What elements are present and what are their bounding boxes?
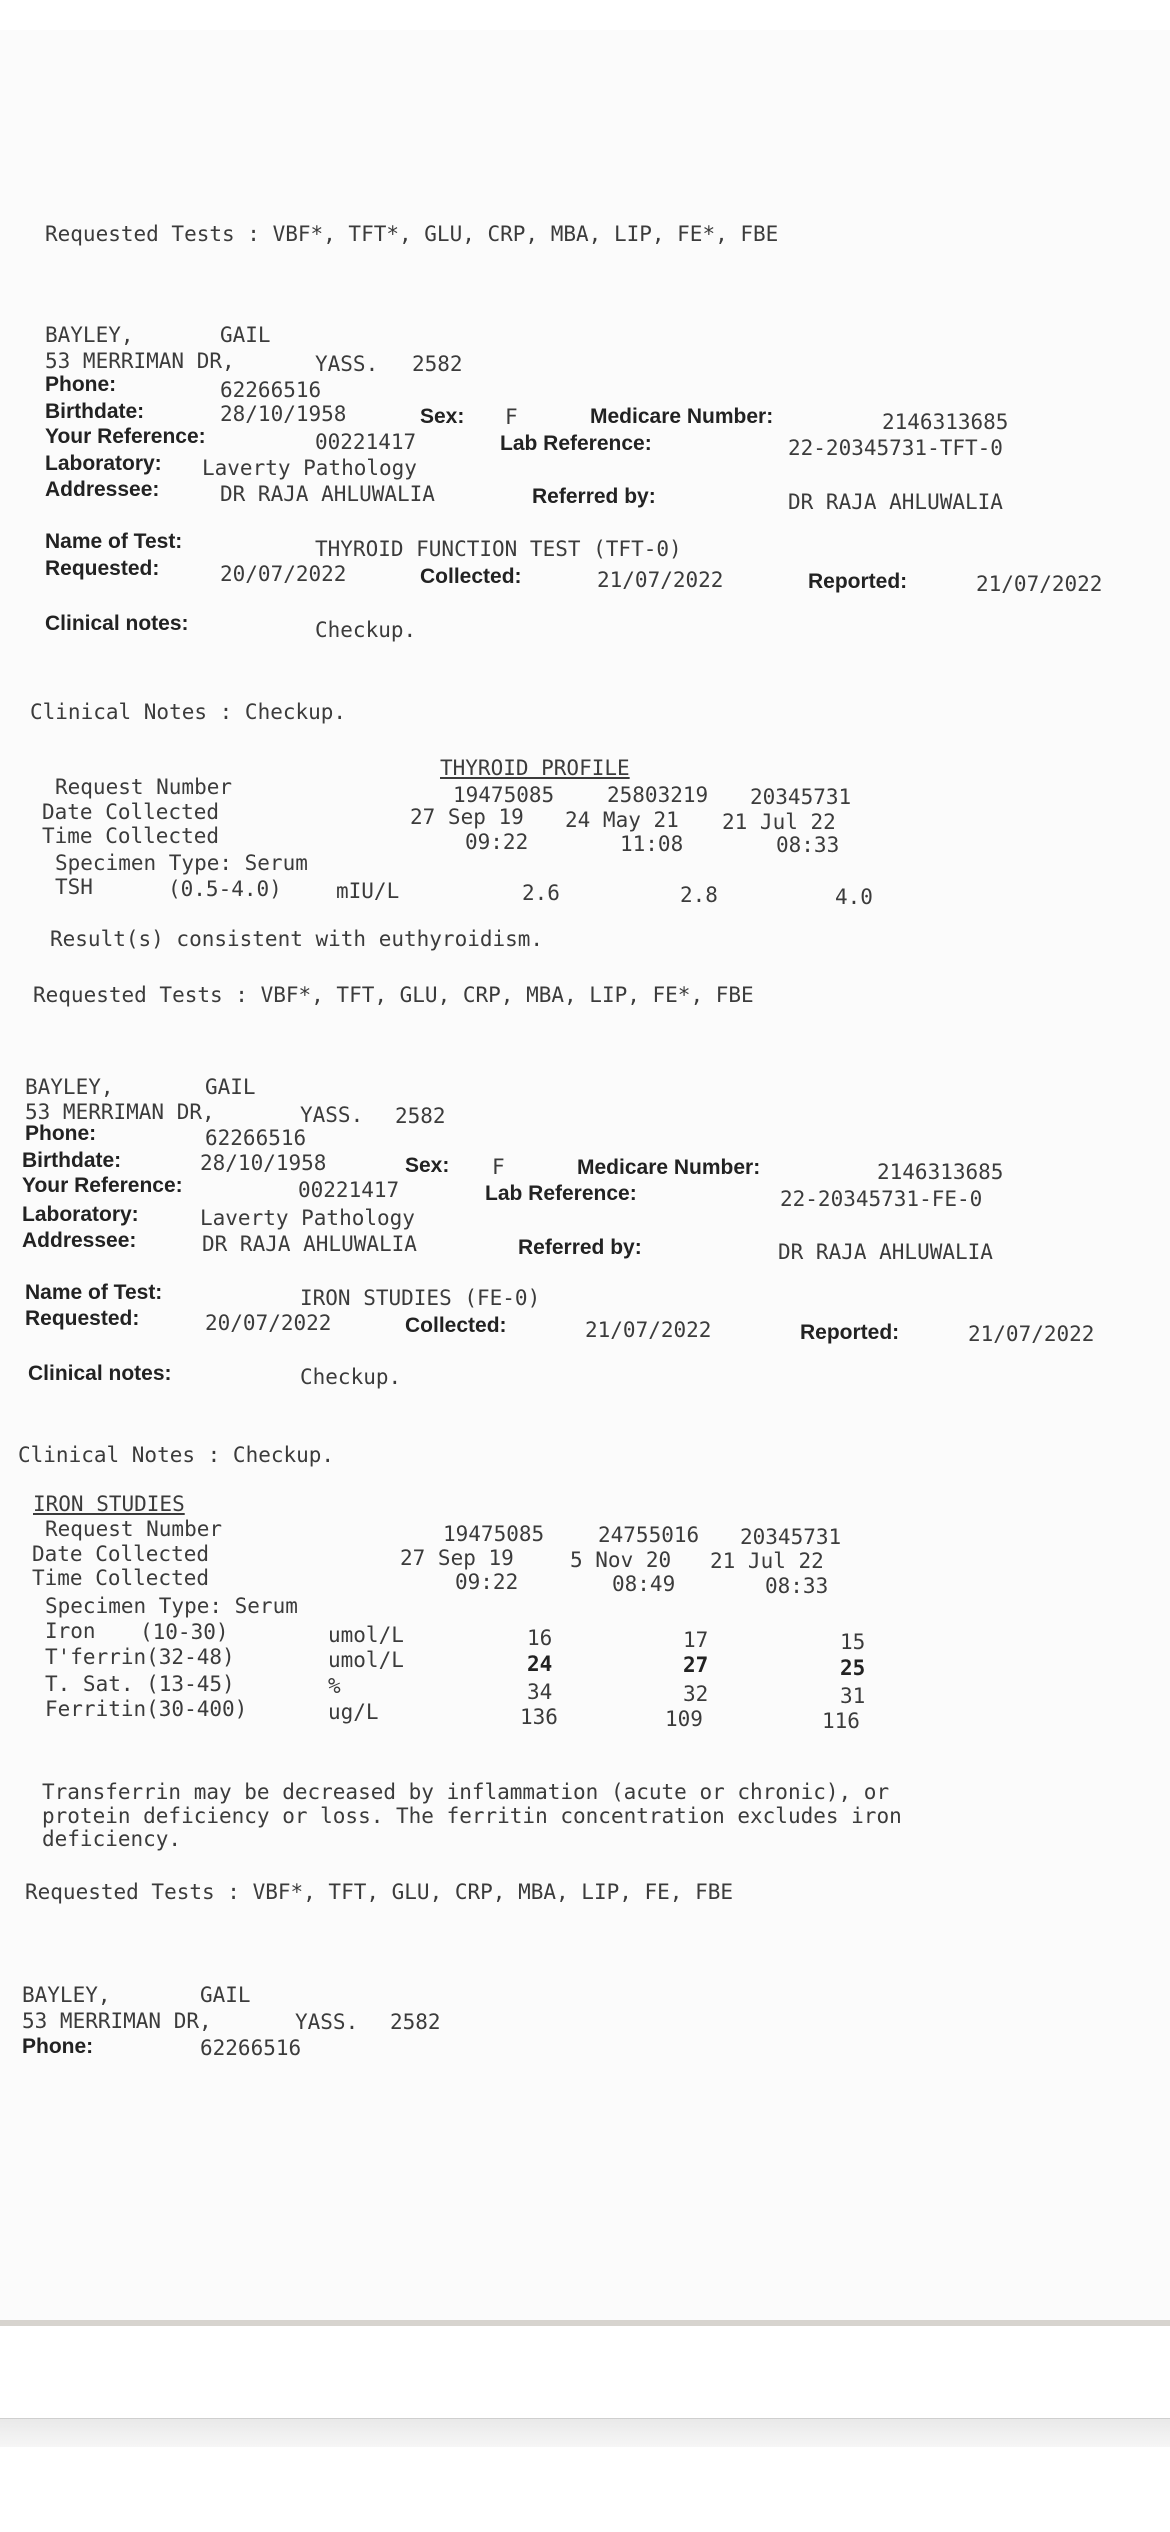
ferritin-value-2: 109: [665, 1707, 703, 1731]
patient-postcode: 2582: [395, 1104, 446, 1128]
test-name-value: IRON STUDIES (FE-0): [300, 1286, 541, 1310]
iron-name: Iron: [45, 1619, 96, 1643]
specimen-type: Specimen Type: Serum: [45, 1594, 298, 1618]
medicare-value: 2146313685: [882, 410, 1009, 434]
reported-value: 21/07/2022: [976, 572, 1103, 596]
iron-range: (10-30): [140, 1620, 229, 1644]
laboratory-value: Laverty Pathology: [202, 456, 417, 480]
referred-by-label: Referred by:: [532, 485, 656, 508]
ferritin-value-1: 136: [520, 1705, 558, 1729]
test-name-value: THYROID FUNCTION TEST (TFT-0): [315, 537, 682, 561]
laboratory-label: Laboratory:: [45, 452, 162, 475]
phone-value: 62266516: [205, 1126, 307, 1150]
sex-label: Sex:: [405, 1154, 450, 1177]
patient-suburb: YASS.: [300, 1103, 364, 1127]
profile-title: IRON STUDIES: [33, 1492, 185, 1516]
patient-address: 53 MERRIMAN DR,: [22, 2009, 212, 2033]
patient-suburb: YASS.: [315, 352, 379, 376]
birthdate-value: 28/10/1958: [200, 1151, 327, 1175]
date-collected-2: 5 Nov 20: [570, 1548, 672, 1572]
patient-postcode: 2582: [390, 2010, 441, 2034]
tsh-value-2: 2.8: [680, 883, 718, 907]
clinical-notes-value: Checkup.: [315, 618, 417, 642]
addressee-label: Addressee:: [22, 1229, 137, 1252]
time-collected-label: Time Collected: [42, 824, 220, 848]
phone-label: Phone:: [22, 2035, 94, 2058]
result-comment: Result(s) consistent with euthyroidism.: [50, 927, 544, 951]
tsat-value-1: 34: [527, 1680, 553, 1704]
iron-value-1: 16: [527, 1626, 553, 1650]
referred-by-value: DR RAJA AHLUWALIA: [778, 1240, 993, 1264]
lab-reference-value: 22-20345731-TFT-0: [788, 436, 1003, 460]
iron-unit: umol/L: [328, 1623, 404, 1647]
request-number-3: 20345731: [750, 785, 852, 809]
laboratory-label: Laboratory:: [22, 1203, 139, 1226]
phone-value: 62266516: [200, 2036, 302, 2060]
comment-line-1: Transferrin may be decreased by inflammation (acute or chronic), or: [42, 1780, 890, 1804]
test-name-label: Name of Test:: [25, 1281, 163, 1304]
bottom-scroll-bar: [0, 2418, 1170, 2447]
your-reference-value: 00221417: [298, 1178, 400, 1202]
comment-line-3: deficiency.: [42, 1827, 182, 1851]
laboratory-value: Laverty Pathology: [200, 1206, 415, 1230]
requested-tests-line: Requested Tests : VBF*, TFT, GLU, CRP, MBA, LIP, FE, FBE: [25, 1880, 734, 1904]
requested-value: 20/07/2022: [220, 562, 347, 586]
ferritin-name: Ferritin(30-400): [45, 1697, 248, 1721]
iron-value-2: 17: [683, 1628, 709, 1652]
phone-label: Phone:: [45, 373, 117, 396]
medicare-value: 2146313685: [877, 1160, 1004, 1184]
time-collected-3: 08:33: [776, 833, 840, 857]
tsh-range: (0.5-4.0): [168, 877, 282, 901]
transferrin-unit: umol/L: [328, 1648, 404, 1672]
tsat-unit: %: [328, 1674, 341, 1698]
request-number-label: Request Number: [55, 775, 233, 799]
date-collected-3: 21 Jul 22: [722, 810, 836, 834]
requested-label: Requested:: [45, 557, 160, 580]
addressee-value: DR RAJA AHLUWALIA: [202, 1232, 417, 1256]
requested-value: 20/07/2022: [205, 1311, 332, 1335]
tsh-unit: mIU/L: [336, 879, 400, 903]
comment-line-2: protein deficiency or loss. The ferritin concentration excludes iron: [42, 1804, 902, 1828]
patient-given-name: GAIL: [205, 1075, 256, 1099]
collected-value: 21/07/2022: [597, 568, 724, 592]
sex-label: Sex:: [420, 405, 465, 428]
addressee-label: Addressee:: [45, 478, 160, 501]
collected-value: 21/07/2022: [585, 1318, 712, 1342]
sex-value: F: [492, 1155, 505, 1179]
reported-value: 21/07/2022: [968, 1322, 1095, 1346]
date-collected-label: Date Collected: [32, 1542, 210, 1566]
patient-address: 53 MERRIMAN DR,: [45, 349, 235, 373]
transferrin-value-2: 27: [683, 1653, 709, 1677]
reported-label: Reported:: [800, 1321, 900, 1344]
time-collected-2: 08:49: [612, 1572, 676, 1596]
request-number-3: 20345731: [740, 1525, 842, 1549]
clinical-notes-line: Clinical Notes : Checkup.: [30, 700, 347, 724]
time-collected-3: 08:33: [765, 1574, 829, 1598]
ferritin-unit: ug/L: [328, 1700, 379, 1724]
date-collected-label: Date Collected: [42, 800, 220, 824]
your-reference-value: 00221417: [315, 430, 417, 454]
your-reference-label: Your Reference:: [45, 425, 206, 448]
tsh-value-1: 2.6: [522, 881, 560, 905]
patient-postcode: 2582: [412, 352, 463, 376]
transferrin-value-3: 25: [840, 1656, 866, 1680]
specimen-type: Specimen Type: Serum: [55, 851, 308, 875]
request-number-2: 25803219: [607, 783, 709, 807]
requested-tests-line: Requested Tests : VBF*, TFT, GLU, CRP, MBA, LIP, FE*, FBE: [33, 983, 754, 1007]
lab-reference-label: Lab Reference:: [485, 1182, 637, 1205]
referred-by-value: DR RAJA AHLUWALIA: [788, 490, 1003, 514]
medicare-label: Medicare Number:: [577, 1156, 761, 1179]
transferrin-name: T'ferrin(32-48): [45, 1645, 235, 1669]
your-reference-label: Your Reference:: [22, 1174, 183, 1197]
request-number-1: 19475085: [453, 783, 555, 807]
birthdate-value: 28/10/1958: [220, 402, 347, 426]
iron-value-3: 15: [840, 1630, 866, 1654]
reported-label: Reported:: [808, 570, 908, 593]
addressee-value: DR RAJA AHLUWALIA: [220, 482, 435, 506]
clinical-notes-label: Clinical notes:: [45, 612, 189, 635]
date-collected-1: 27 Sep 19: [410, 805, 524, 829]
request-number-2: 24755016: [598, 1523, 700, 1547]
referred-by-label: Referred by:: [518, 1236, 642, 1259]
lab-reference-value: 22-20345731-FE-0: [780, 1187, 983, 1211]
patient-surname: BAYLEY,: [22, 1983, 111, 2007]
collected-label: Collected:: [405, 1314, 507, 1337]
time-collected-label: Time Collected: [32, 1566, 210, 1590]
patient-given-name: GAIL: [200, 1983, 251, 2007]
requested-label: Requested:: [25, 1307, 140, 1330]
patient-address: 53 MERRIMAN DR,: [25, 1100, 215, 1124]
patient-suburb: YASS.: [295, 2010, 359, 2034]
ferritin-value-3: 116: [822, 1709, 860, 1733]
test-name-label: Name of Test:: [45, 530, 183, 553]
tsh-value-3: 4.0: [835, 885, 873, 909]
sex-value: F: [505, 405, 518, 429]
date-collected-2: 24 May 21: [565, 808, 679, 832]
lab-reference-label: Lab Reference:: [500, 432, 652, 455]
time-collected-2: 11:08: [620, 832, 684, 856]
request-number-label: Request Number: [45, 1517, 223, 1541]
clinical-notes-value: Checkup.: [300, 1365, 402, 1389]
birthdate-label: Birthdate:: [22, 1149, 122, 1172]
tsat-name: T. Sat. (13-45): [45, 1672, 235, 1696]
patient-surname: BAYLEY,: [25, 1075, 114, 1099]
patient-given-name: GAIL: [220, 323, 271, 347]
clinical-notes-line: Clinical Notes : Checkup.: [18, 1443, 335, 1467]
tsat-value-3: 31: [840, 1684, 866, 1708]
clinical-notes-label: Clinical notes:: [28, 1362, 172, 1385]
patient-surname: BAYLEY,: [45, 323, 134, 347]
date-collected-1: 27 Sep 19: [400, 1546, 514, 1570]
tsh-name: TSH: [55, 875, 93, 899]
transferrin-value-1: 24: [527, 1652, 553, 1676]
birthdate-label: Birthdate:: [45, 400, 145, 423]
collected-label: Collected:: [420, 565, 522, 588]
phone-value: 62266516: [220, 378, 322, 402]
request-number-1: 19475085: [443, 1522, 545, 1546]
date-collected-3: 21 Jul 22: [710, 1549, 824, 1573]
time-collected-1: 09:22: [455, 1570, 519, 1594]
requested-tests-line: Requested Tests : VBF*, TFT*, GLU, CRP, MBA, LIP, FE*, FBE: [45, 222, 779, 246]
profile-title: THYROID PROFILE: [440, 756, 630, 780]
medicare-label: Medicare Number:: [590, 405, 774, 428]
time-collected-1: 09:22: [465, 830, 529, 854]
tsat-value-2: 32: [683, 1682, 709, 1706]
phone-label: Phone:: [25, 1122, 97, 1145]
